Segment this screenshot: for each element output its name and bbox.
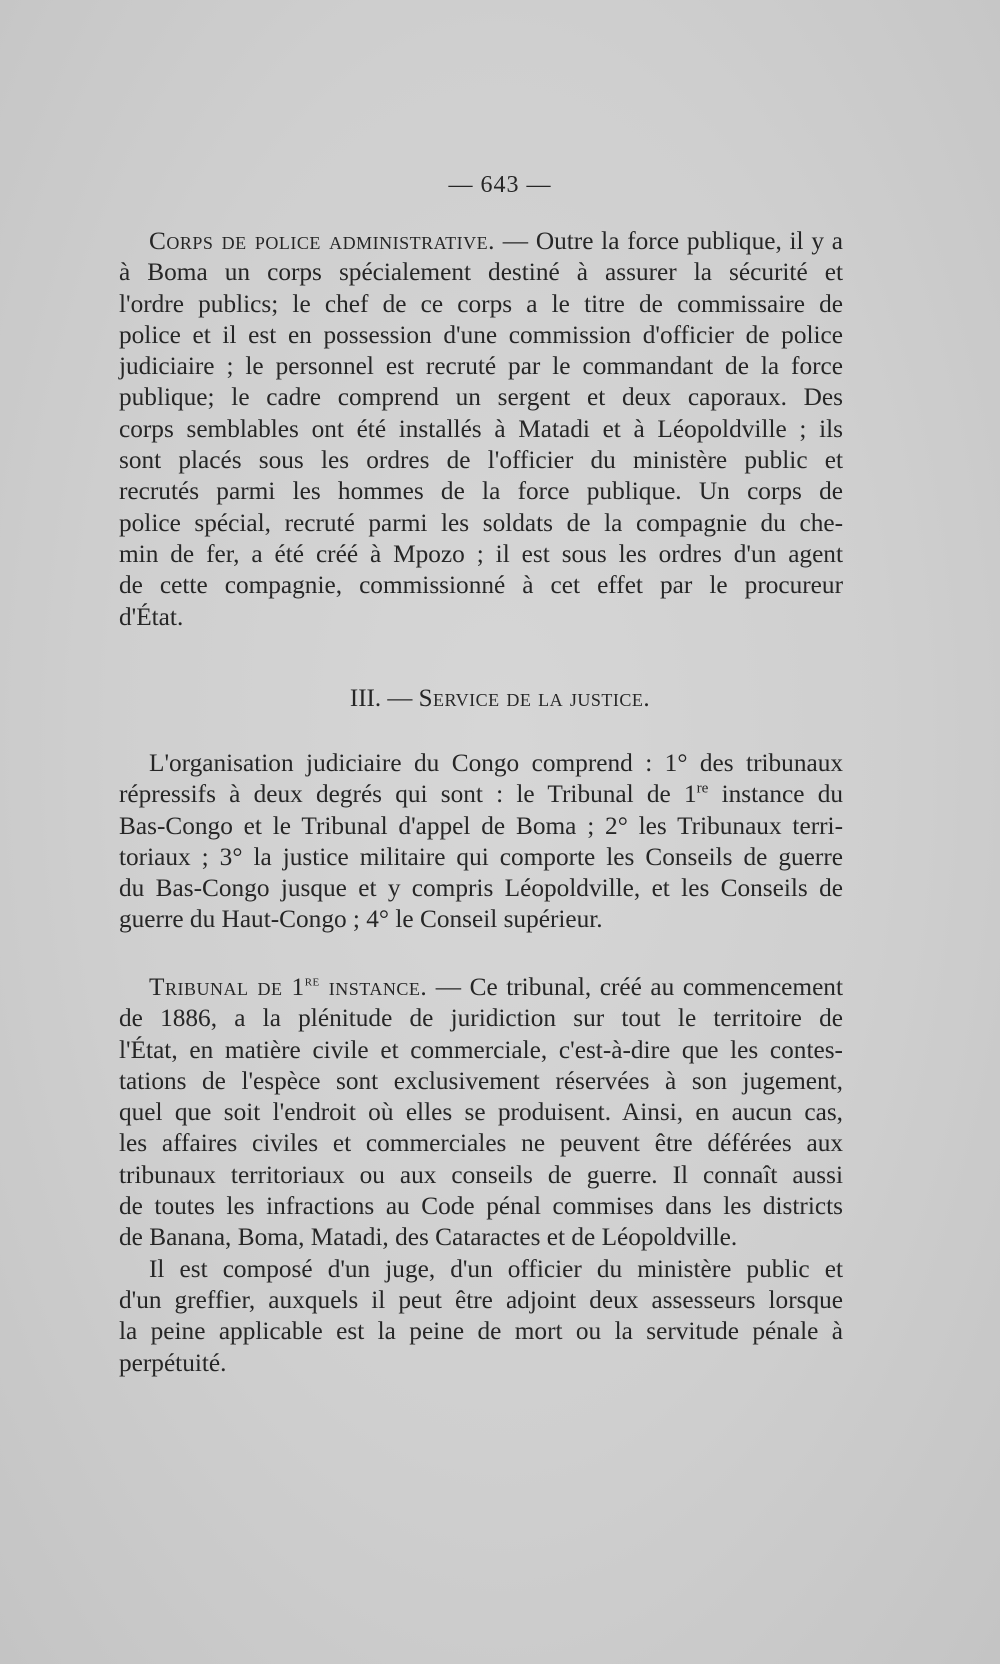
- text-line: Tribunal de 1re instance. — Ce tribunal, créé au commencement: [149, 972, 843, 1001]
- text-line: recrutés parmi les hommes de la force publique. Un corps de: [119, 477, 843, 506]
- text-line: sont placés sous les ordres de l'officier du ministère public et: [119, 446, 843, 475]
- paragraph-corps-de-police: [119, 226, 843, 633]
- text-line: les affaires civiles et commerciales ne peuvent être déférées aux: [119, 1129, 843, 1158]
- text-line: publique; le cadre comprend un sergent et deux caporaux. Des: [119, 383, 843, 412]
- paragraph-organisation: [119, 748, 843, 936]
- text-line: de 1886, a la plénitude de juridiction sur tout le territoire de: [119, 1004, 843, 1033]
- text-line: Il est composé d'un juge, d'un officier du ministère public et: [149, 1254, 843, 1283]
- text-line: toriaux ; 3° la justice militaire qui comporte les Conseils de guerre: [119, 842, 843, 871]
- text-line: du Bas-Congo jusque et y compris Léopoldville, et les Conseils de: [119, 874, 843, 903]
- text-line: police et il est en possession d'une commission d'officier de police: [119, 320, 843, 349]
- text-line: perpétuité.: [119, 1348, 227, 1377]
- text-line: quel que soit l'endroit où elles se produisent. Ainsi, en aucun cas,: [119, 1098, 843, 1127]
- text-line: d'État.: [119, 602, 184, 631]
- text-line: guerre du Haut-Congo ; 4° le Conseil supérieur.: [119, 905, 603, 934]
- text-line: de toutes les infractions au Code pénal commises dans les districts: [119, 1192, 843, 1221]
- text-line: la peine applicable est la peine de mort ou la servitude pénale à: [119, 1317, 843, 1346]
- heading-title: Service de la justice.: [418, 685, 651, 712]
- text-line: tations de l'espèce sont exclusivement réservées à son jugement,: [119, 1066, 843, 1095]
- section-lead: Tribunal de 1: [149, 973, 305, 1001]
- text-line: police spécial, recruté parmi les soldats de la compagnie du che-: [119, 508, 843, 537]
- text-line: de Banana, Boma, Matadi, des Cataractes et de Léopoldville.: [119, 1223, 738, 1252]
- text-line: Bas-Congo et le Tribunal d'appel de Boma ; 2° les Tribunaux terri-: [119, 811, 843, 840]
- text-line: judiciaire ; le personnel est recruté par le commandant de la force: [119, 352, 843, 381]
- page-number: — 643 —: [448, 172, 552, 198]
- text-line: d'un greffier, auxquels il peut être adjoint deux assesseurs lorsque: [119, 1285, 843, 1314]
- text-line: l'ordre publics; le chef de ce corps a le titre de commissaire de: [119, 289, 843, 318]
- text-line: l'État, en matière civile et commerciale, c'est-à-dire que les contes-: [119, 1035, 843, 1064]
- text-line: Corps de police administrative. — Outre la force publique, il y a: [149, 227, 843, 255]
- paragraph-tribunal: [119, 972, 843, 1379]
- text-line: à Boma un corps spécialement destiné à assurer la sécurité et: [119, 258, 843, 287]
- text-line: tribunaux territoriaux ou aux conseils de guerre. Il connaît aussi: [119, 1160, 843, 1189]
- text-line: de cette compagnie, commissionné à cet effet par le procureur: [119, 571, 843, 600]
- section-lead: Corps de police administrative.: [149, 227, 495, 255]
- section-heading: III. — Service de la justice.: [349, 685, 651, 712]
- heading-numeral: III.: [349, 685, 382, 712]
- text-line: répressifs à deux degrés qui sont : le Tribunal de 1re instance du: [119, 779, 844, 809]
- text-line: corps semblables ont été installés à Matadi et à Léopoldville ; ils: [119, 414, 843, 443]
- text-line: L'organisation judiciaire du Congo comprend : 1° des tribunaux: [149, 749, 843, 777]
- text-line: min de fer, a été créé à Mpozo ; il est sous les ordres d'un agent: [119, 539, 843, 568]
